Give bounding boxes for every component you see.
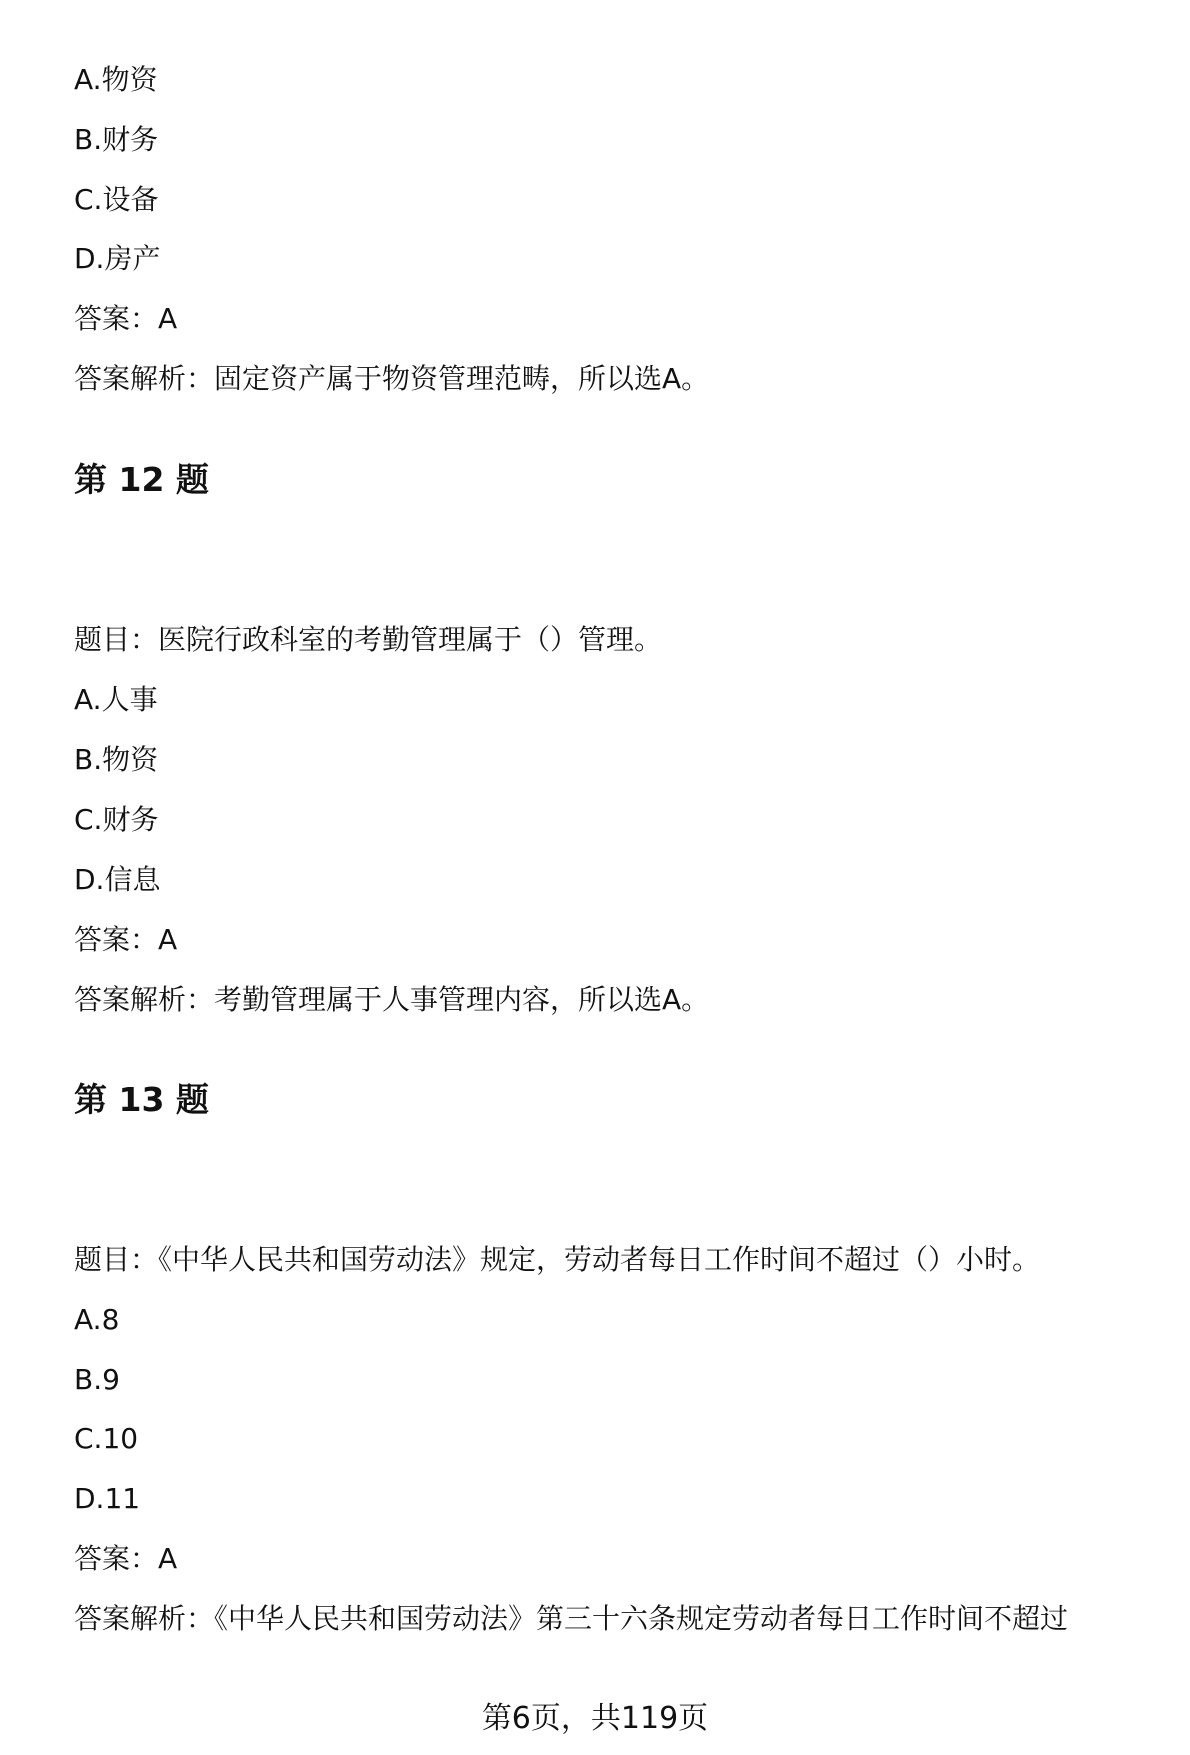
q13-option-a: A.8 (74, 1303, 120, 1336)
q12-question: 题目：医院行政科室的考勤管理属于（）管理。 (74, 623, 663, 656)
q12-answer: 答案：A (74, 923, 178, 956)
q11-answer: 答案：A (74, 302, 178, 335)
q12-option-c: C.财务 (74, 803, 159, 836)
q13-explanation: 答案解析：《中华人民共和国劳动法》第三十六条规定劳动者每日工作时间不超过 (74, 1602, 1069, 1635)
q13-option-b: B.9 (74, 1363, 120, 1396)
q13-option-d: D.11 (74, 1482, 141, 1515)
q12-option-a: A.人事 (74, 683, 158, 716)
q13-option-c: C.10 (74, 1422, 139, 1455)
q13-heading: 第 13 题 (74, 1080, 209, 1119)
q12-explanation: 答案解析：考勤管理属于人事管理内容，所以选A。 (74, 983, 710, 1016)
q11-option-b: B.财务 (74, 123, 159, 156)
page-number: 第6页，共119页 (481, 1701, 709, 1736)
q11-option-a: A.物资 (74, 63, 158, 96)
q11-option-c: C.设备 (74, 183, 159, 216)
q13-answer: 答案：A (74, 1542, 178, 1575)
q11-explanation: 答案解析：固定资产属于物资管理范畴，所以选A。 (74, 362, 710, 395)
q11-option-d: D.房产 (74, 242, 161, 275)
q12-option-d: D.信息 (74, 863, 161, 896)
q12-heading: 第 12 题 (74, 460, 209, 499)
q13-question: 题目：《中华人民共和国劳动法》规定，劳动者每日工作时间不超过（）小时。 (74, 1243, 1041, 1276)
q12-option-b: B.物资 (74, 743, 159, 776)
